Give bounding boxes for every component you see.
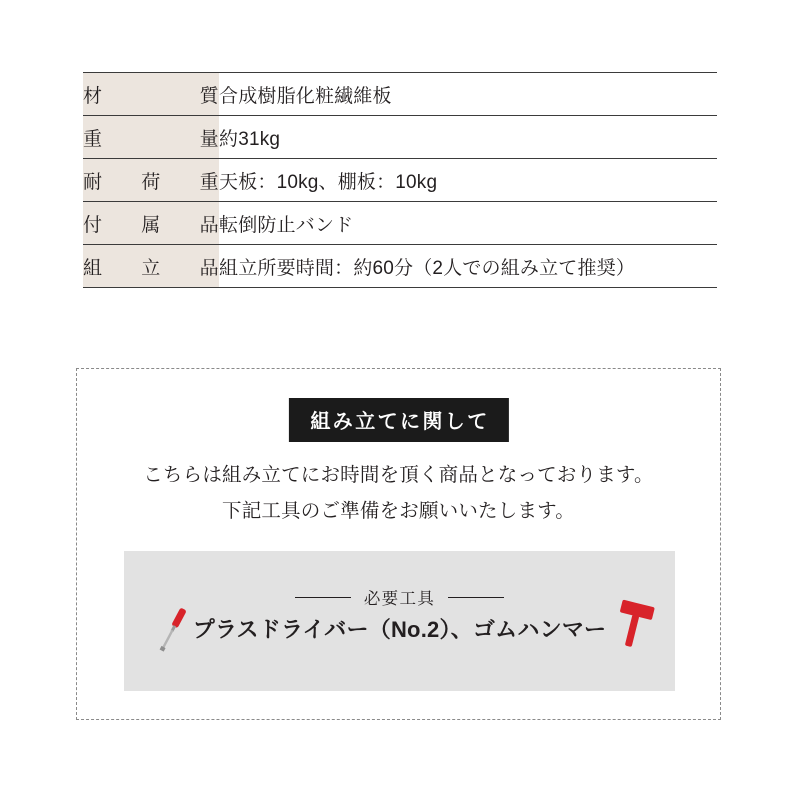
required-tools-panel [124, 551, 675, 691]
rule-right [448, 597, 504, 598]
spec-label-text [83, 167, 219, 194]
spec-label-text [83, 253, 219, 280]
spec-label-char: 組 [83, 257, 103, 279]
spec-value-cell: 組立所要時間：約60分（2人での組み立て推奨） [219, 245, 717, 288]
spec-label-char: 品 [199, 214, 219, 236]
assembly-description [77, 457, 720, 529]
spec-label-cell [83, 202, 219, 245]
spec-value-cell: 合成樹脂化粧繊維板 [219, 73, 717, 116]
spec-label-char: 荷 [141, 171, 161, 193]
spec-label-text [83, 124, 219, 151]
spec-table-body [83, 73, 717, 288]
spec-label-cell [83, 73, 219, 116]
spec-label-cell [83, 245, 219, 288]
table-row [83, 159, 717, 202]
assembly-title-banner: 組み立てに関して [288, 398, 508, 442]
spec-label-char: 属 [141, 214, 161, 236]
spec-label-char: 量 [199, 128, 219, 150]
table-row [83, 245, 717, 288]
table-row [83, 116, 717, 159]
table-row [83, 73, 717, 116]
spec-label-char: 重 [83, 128, 103, 150]
screwdriver-icon [152, 604, 192, 661]
assembly-description-line: 下記工具のご準備をお願いいたします。 [222, 500, 575, 523]
spec-table [83, 72, 717, 288]
spec-value-cell: 天板：10kg、棚板：10kg [219, 159, 717, 202]
spec-label-char: 重 [199, 171, 219, 193]
spec-label-char: 材 [83, 85, 103, 107]
required-tools-list: プラスドライバー（No.2）、ゴムハンマー [192, 617, 607, 642]
spec-label-char: 立 [141, 257, 161, 279]
assembly-description-line: こちらは組み立てにお時間を頂く商品となっております。 [143, 464, 654, 486]
required-tools-heading-label: 必要工具 [363, 590, 436, 608]
spec-label-text [83, 210, 219, 237]
spec-label-cell [83, 116, 219, 159]
spec-label-text [83, 81, 219, 108]
spec-label-char: 品 [199, 257, 219, 279]
spec-label-char: 質 [199, 85, 219, 107]
table-row [83, 202, 717, 245]
required-tools-heading [124, 585, 675, 609]
spec-label-char: 耐 [83, 171, 103, 193]
rule-left [295, 597, 351, 598]
spec-label-char: 付 [83, 214, 103, 236]
spec-label-cell [83, 159, 219, 202]
spec-value-cell: 転倒防止バンド [219, 202, 717, 245]
spec-value-cell: 約31kg [219, 116, 717, 159]
rubber-hammer-icon [611, 597, 657, 658]
assembly-note-box [76, 368, 721, 720]
